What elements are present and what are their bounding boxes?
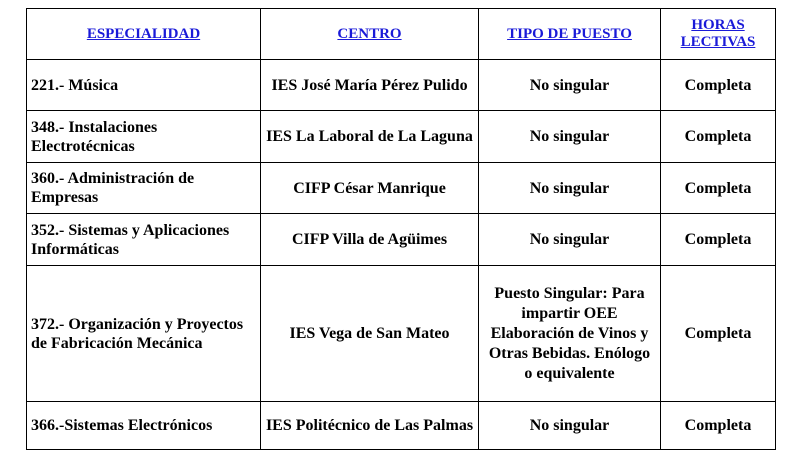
table-row: [27, 111, 776, 163]
cell-centro: CIFP Villa de Agüimes: [261, 214, 479, 266]
cell-horas: Completa: [661, 402, 776, 450]
cell-especialidad: 360.- Administración de Empresas: [27, 163, 261, 214]
cell-horas: Completa: [661, 60, 776, 111]
header-centro: CENTRO: [261, 9, 479, 60]
plazas-table: [26, 8, 776, 450]
cell-centro: IES José María Pérez Pulido: [261, 60, 479, 111]
cell-tipo-puesto: No singular: [479, 60, 661, 111]
cell-centro: IES Vega de San Mateo: [261, 266, 479, 402]
cell-especialidad: 348.- Instalaciones Electrotécnicas: [27, 111, 261, 163]
table-row: [27, 402, 776, 450]
cell-especialidad: 372.- Organización y Proyectos de Fabricación Mecánica: [27, 266, 261, 402]
cell-horas: Completa: [661, 214, 776, 266]
cell-tipo-puesto: No singular: [479, 111, 661, 163]
cell-especialidad: 366.-Sistemas Electrónicos: [27, 402, 261, 450]
cell-tipo-puesto: No singular: [479, 402, 661, 450]
cell-especialidad: 221.- Música: [27, 60, 261, 111]
cell-tipo-puesto: No singular: [479, 163, 661, 214]
cell-tipo-puesto: No singular: [479, 214, 661, 266]
header-horas-lectivas: HORAS LECTIVAS: [661, 9, 776, 60]
cell-horas: Completa: [661, 163, 776, 214]
cell-centro: IES Politécnico de Las Palmas: [261, 402, 479, 450]
cell-centro: IES La Laboral de La Laguna: [261, 111, 479, 163]
cell-horas: Completa: [661, 111, 776, 163]
table-row: [27, 163, 776, 214]
cell-centro: CIFP César Manrique: [261, 163, 479, 214]
header-especialidad: ESPECIALIDAD: [27, 9, 261, 60]
header-tipo-puesto: TIPO DE PUESTO: [479, 9, 661, 60]
header-row: [27, 9, 776, 60]
cell-especialidad: 352.- Sistemas y Aplicaciones Informáticas: [27, 214, 261, 266]
cell-horas: Completa: [661, 266, 776, 402]
cell-tipo-puesto: Puesto Singular: Para impartir OEE Elaboración de Vinos y Otras Bebidas. Enólogo o equivalente: [479, 266, 661, 402]
table-row: [27, 266, 776, 402]
table-row: [27, 214, 776, 266]
table-row: [27, 60, 776, 111]
